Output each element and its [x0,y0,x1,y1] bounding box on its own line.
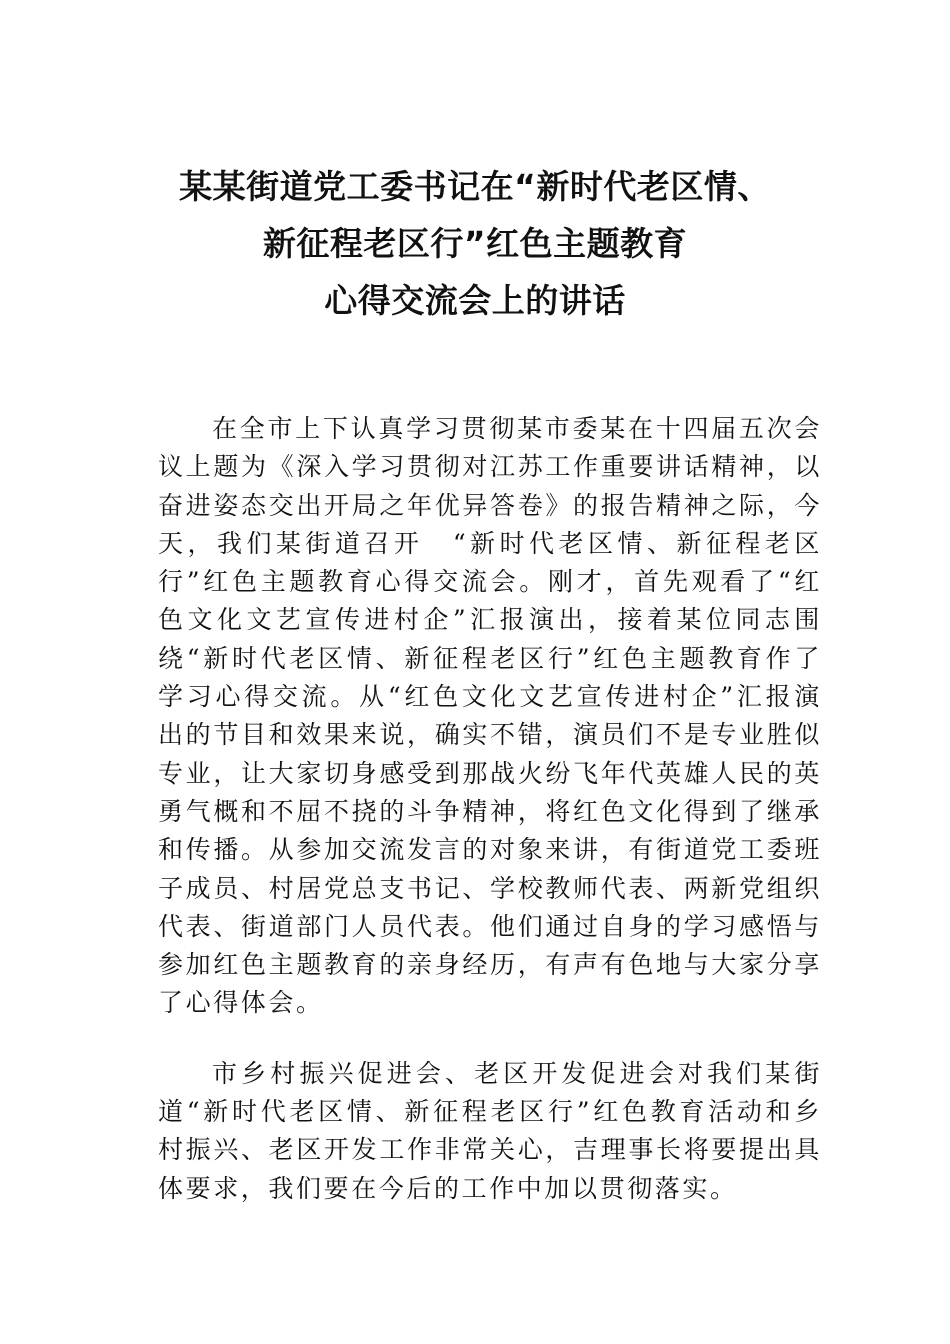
body-paragraph-2: 市乡村振兴促进会、老区开发促进会对我们某街道“新时代老区情、新征程老区行”红色教育活动和乡村振兴、老区开发工作非常关心，吉理事长将要提出具体要求，我们要在今后的工作中加以贯彻落实。 [158,1058,822,1203]
title-line-2: 新征程老区行”红色主题教育 [262,224,688,263]
body-paragraph-1: 在全市上下认真学习贯彻某市委某在十四届五次会议上题为《深入学习贯彻对江苏工作重要讲话精神，以奋进姿态交出开局之年优异答卷》的报告精神之际，今天，我们某街道召开 “新时代老区情、新征程老区行”红色主题教育心得交流会。刚才，首先观看了“红色文化文艺宣传进村企”汇报演出，接着某位同志围绕“新时代老区情、新征程老区行”红色主题教育作了学习心得交流。从“红色文化文艺宣传进村企”汇报演出的节目和效果来说，确实不错，演员们不是专业胜似专业，让大家切身感受到那战火纷飞年代英雄人民的英勇气概和不屈不挠的斗争精神，将红色文化得到了继承和传播。从参加交流发言的对象来讲，有街道党工委班子成员、村居党总支书记、学校教师代表、两新党组织代表、街道部门人员代表。他们通过自身的学习感悟与参加红色主题教育的亲身经历，有声有色地与大家分享了心得体会。 [158,414,822,1018]
title-line-1: 某某街道党工委书记在“新时代老区情、 [179,167,771,206]
title-line-3: 心得交流会上的讲话 [324,281,626,320]
document-title [0,158,950,329]
document-body [158,410,822,1208]
